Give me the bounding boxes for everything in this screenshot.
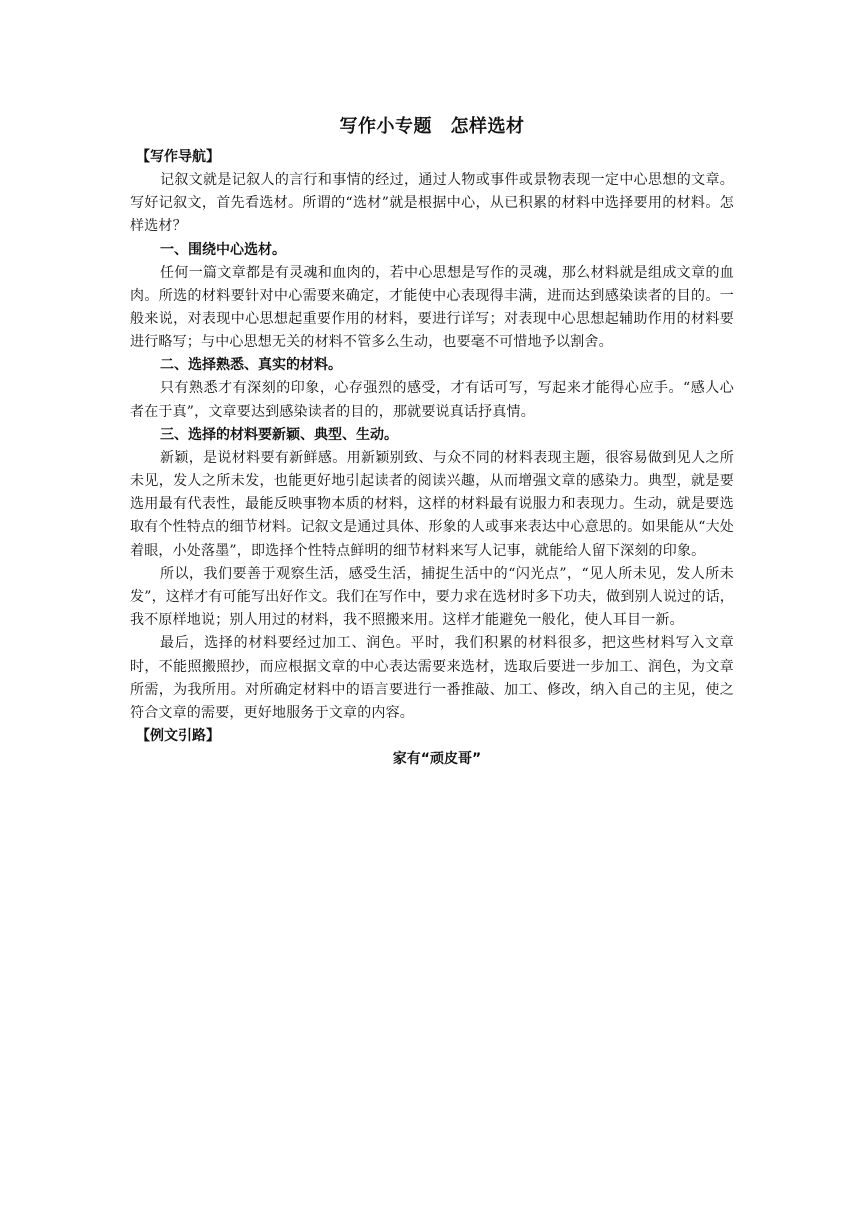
section-paragraph: 所以，我们要善于观察生活，感受生活，捕捉生活中的“闪光点”，“见人所未见，发人所未发”，这样才有可能写出好作文。我们在写作中，要力求在选材时多下功夫，做到别人说过的话，我不原样地说；别人用过的材料，我不照搬来用。这样才能避免一般化，使人耳目一新。: [130, 565, 734, 629]
example-essay-title: 家有“顽皮哥”: [392, 751, 482, 768]
section-paragraph: 只有熟悉才有深刻的印象，心存强烈的感受，才有话可写，写起来才能得心应手。“感人心者在于真”，文章要达到感染读者的目的，那就要说真话抒真情。: [130, 380, 734, 420]
section-1: [130, 239, 734, 355]
section-heading: 三、选择的材料要新颖、典型、生动。: [160, 426, 398, 443]
section-3: [130, 424, 734, 725]
example-label: 【例文引路】: [136, 728, 220, 745]
intro-paragraph: 记叙文就是记叙人的言行和事情的经过，通过人物或事件或景物表现一定中心思想的文章。写好记叙文，首先看选材。所谓的“选材”就是根据中心，从已积累的材料中选择要用的材料。怎样选材？: [130, 172, 734, 235]
section-2: [130, 354, 734, 423]
section-heading: 一、围绕中心选材。: [160, 241, 286, 258]
section-paragraph: 新颖，是说材料要有新鲜感。用新颖别致、与众不同的材料表现主题，很容易做到见人之所未见，发人之所未发，也能更好地引起读者的阅读兴趣，从而增强文章的感染力。典型，就是要选用最有代表性，最能反映事物本质的材料，这样的材料最有说服力和表现力。生动，就是要选取有个性特点的细节材料。记叙文是通过具体、形象的人或事来表达中心意思的。如果能从“大处着眼，小处落墨”，即选择个性特点鲜明的细节材料来写人记事，就能给人留下深刻的印象。: [130, 449, 734, 559]
document-title: 写作小专题 怎样选材: [339, 116, 525, 137]
section-paragraph: 最后，选择的材料要经过加工、润色。平时，我们积累的材料很多，把这些材料写入文章时，不能照搬照抄，而应根据文章的中心表达需要来选材，选取后要进一步加工、润色，为文章所需，为我所用。对所确定材料中的语言要进行一番推敲、加工、修改，纳入自己的主见，使之符合文章的需要，更好地服务于文章的内容。: [130, 635, 734, 722]
document-page: [130, 112, 734, 771]
writing-guide-label: 【写作导航】: [136, 149, 220, 165]
section-heading: 二、选择熟悉、真实的材料。: [160, 357, 342, 374]
section-paragraph: 任何一篇文章都是有灵魂和血肉的，若中心思想是写作的灵魂，那么材料就是组成文章的血肉。所选的材料要针对中心需要来确定，才能使中心表现得丰满，进而达到感染读者的目的。一般来说，对表现中心思想起重要作用的材料，要进行详写；对表现中心思想起辅助作用的材料要进行略写；与中心思想无关的材料不管多么生动，也要毫不可惜地予以割舍。: [130, 264, 734, 351]
